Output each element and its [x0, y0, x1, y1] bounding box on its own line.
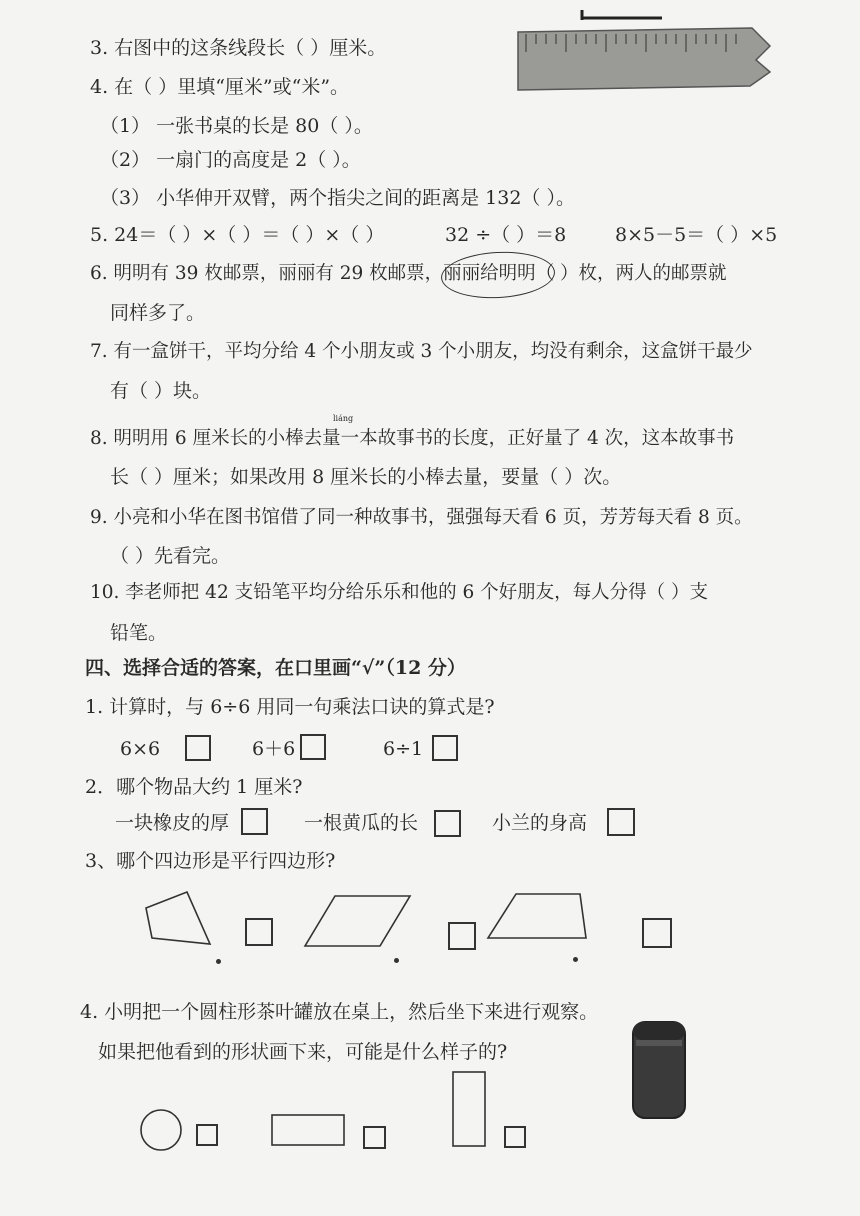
question-6-a: 6. 明明有 39 枚邮票，丽丽有 29 枚邮票，丽丽给明明（ ）枚，两人的邮票就 [90, 263, 727, 284]
question-7-b: 有（ ）块。 [110, 380, 212, 402]
q1-option-2: 6＋6 [252, 738, 296, 760]
question-8-a: 8. 明明用 6 厘米长的小棒去量一本故事书的长度，正好量了 4 次，这本故事书 [90, 428, 735, 449]
section-4-question-4-a: 4. 小明把一个圆柱形茶叶罐放在桌上，然后坐下来进行观察。 [80, 1001, 599, 1023]
circle-shape [141, 1110, 181, 1150]
q3-option-3-checkbox[interactable] [642, 918, 672, 948]
q1-option-1-checkbox[interactable] [185, 735, 211, 761]
section-4-title: 四、选择合适的答案，在口里画“√”（12 分） [85, 657, 466, 679]
q2-option-2-checkbox[interactable] [434, 810, 461, 837]
question-4-2: （2） 一扇门的高度是 2（ ）。 [100, 149, 361, 171]
q1-option-1: 6×6 [120, 738, 161, 760]
question-4-3: （3） 小华伸开双臂，两个指尖之间的距离是 132（ ）。 [100, 187, 575, 209]
dot-mark [394, 958, 399, 963]
question-7-a: 7. 有一盒饼干，平均分给 4 个小朋友或 3 个小朋友，均没有剩余，这盒饼干最少 [90, 341, 753, 362]
q4-option-3-checkbox[interactable] [504, 1126, 526, 1148]
q2-option-1-checkbox[interactable] [241, 808, 268, 835]
section-4-question-3: 3、哪个四边形是平行四边形? [85, 850, 336, 872]
q3-option-2-checkbox[interactable] [448, 922, 476, 950]
parallelogram-shape [305, 896, 410, 946]
dot-mark [216, 959, 221, 964]
q2-option-2: 一根黄瓜的长 [304, 812, 419, 834]
question-5-c: 8×5－5＝（ ）×5 [615, 224, 778, 246]
pinyin-note: liáng [333, 414, 354, 423]
question-5-b: 32 ÷（ ）＝8 [445, 224, 567, 246]
dot-mark [573, 957, 578, 962]
quadrilateral-shapes [0, 880, 860, 970]
question-8-b: 长（ ）厘米；如果改用 8 厘米长的小棒去量，要量（ ）次。 [110, 466, 622, 488]
q4-option-2-checkbox[interactable] [363, 1126, 386, 1149]
question-10-a: 10. 李老师把 42 支铅笔平均分给乐乐和他的 6 个好朋友，每人分得（ ）支 [90, 582, 709, 603]
question-9-a: 9. 小亮和小华在图书馆借了同一种故事书，强强每天看 6 页，芳芳每天看 8 页。 [90, 507, 753, 528]
trapezoid-shape [488, 894, 586, 938]
q3-option-1-checkbox[interactable] [245, 918, 273, 946]
question-4-1: （1） 一张书桌的长是 80（ ）。 [100, 115, 373, 137]
question-5-a: 5. 24＝（ ）×（ ）＝（ ）×（ ） [90, 224, 385, 246]
tall-rectangle-shape [453, 1072, 485, 1146]
question-3: 3. 右图中的这条线段长（ ）厘米。 [90, 37, 387, 59]
question-6-b: 同样多了。 [110, 302, 206, 324]
ruler-image [512, 8, 772, 98]
question-10-b: 铅笔。 [110, 622, 168, 644]
q2-option-3-checkbox[interactable] [607, 808, 635, 836]
question-9-b: （ ）先看完。 [110, 545, 231, 567]
q1-option-2-checkbox[interactable] [300, 734, 326, 760]
irregular-quadrilateral [146, 892, 210, 944]
section-4-question-1: 1. 计算时，与 6÷6 用同一句乘法口诀的算式是? [85, 696, 495, 718]
q4-option-1-checkbox[interactable] [196, 1124, 218, 1146]
q2-option-3: 小兰的身高 [492, 812, 588, 834]
wide-rectangle-shape [272, 1115, 344, 1145]
q1-option-3-checkbox[interactable] [432, 735, 458, 761]
view-shapes [0, 1060, 860, 1160]
section-4-question-2: 2．哪个物品大约 1 厘米? [85, 776, 303, 798]
q1-option-3: 6÷1 [383, 738, 424, 760]
question-4: 4. 在（ ）里填“厘米”或“米”。 [90, 76, 350, 98]
q2-option-1: 一块橡皮的厚 [115, 812, 230, 834]
section-4-question-4-b: 如果把他看到的形状画下来，可能是什么样子的? [98, 1041, 508, 1063]
